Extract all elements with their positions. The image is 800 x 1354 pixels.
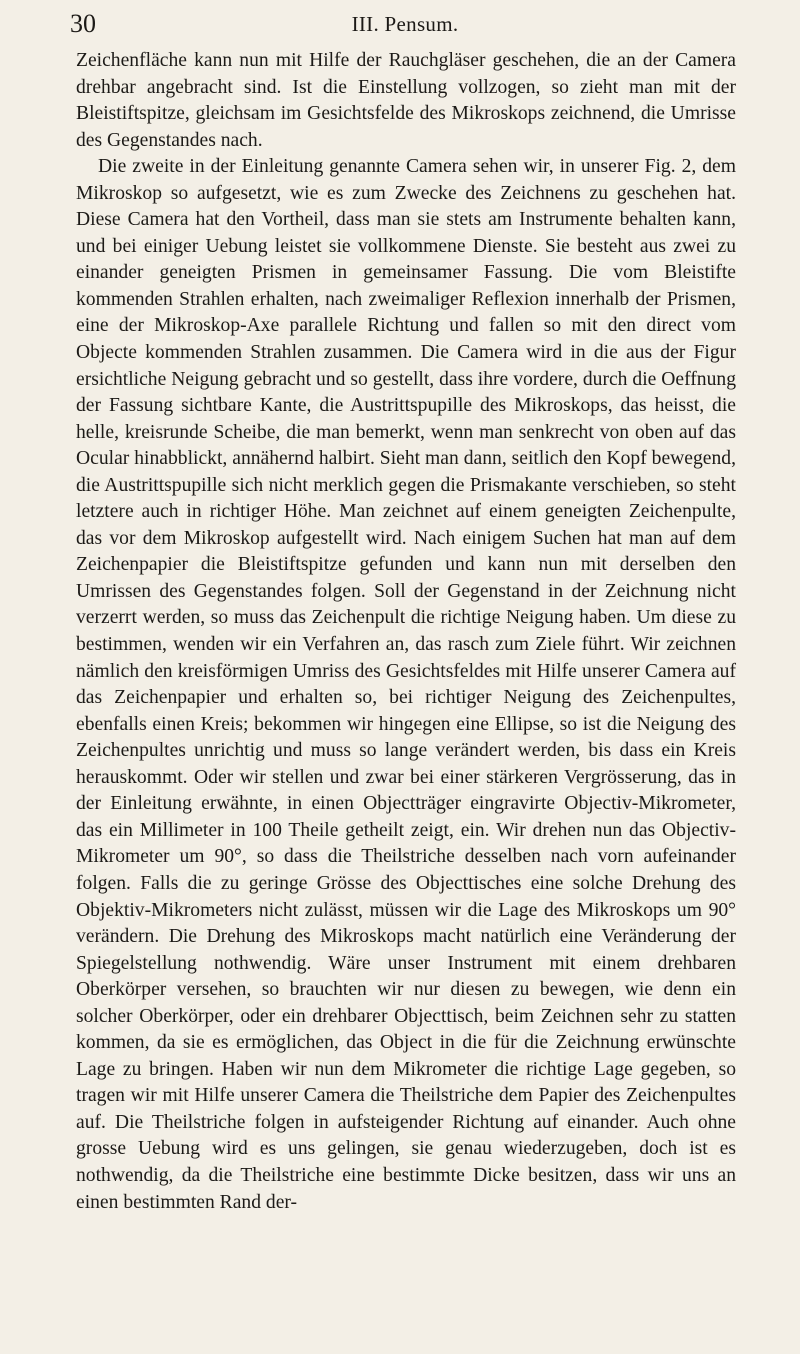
- paragraph-1: Zeichenfläche kann nun mit Hilfe der Rauchgläser geschehen, die an der Camera drehbar angebracht sind. Ist die Einstellung vollzogen, so zieht man mit der Bleistiftspitze, gleichsam im Gesichtsfelde des Mikroskops zeichnend, die Umrisse des Gegenstandes nach.: [76, 50, 736, 151]
- page-header: [70, 6, 740, 42]
- paragraph-2: Die zweite in der Einleitung genannte Camera sehen wir, in unserer Fig. 2, dem Mikroskop so aufgesetzt, wie es zum Zwecke des Zeichnens zu geschehen hat. Diese Camera hat den Vortheil, dass man sie stets am Instrumente behalten kann, und bei einiger Uebung leistet sie vollkommene Dienste. Sie besteht aus zwei zu einander geneigten Prismen in gemeinsamer Fassung. Die vom Bleistifte kommenden Strahlen erhalten, nach zweimaliger Reflexion innerhalb der Prismen, eine der Mikroskop-Axe parallele Richtung und fallen so mit den direct vom Objecte kommenden Strahlen zusammen. Die Camera wird in die aus der Figur ersichtliche Neigung gebracht und so gestellt, dass ihre vordere, durch die Oeffnung der Fassung sichtbare Kante, die Austrittspupille des Mikroskops, das heisst, die helle, kreisrunde Scheibe, die man bemerkt, wenn man senkrecht von oben auf das Ocular hinabblickt, annähernd halbirt. Sieht man dann, seitlich den Kopf bewegend, die Austrittspupille sich nicht merklich gegen die Prismakante verschieben, so steht letztere auch in richtiger Höhe. Man zeichnet auf einem geneigten Zeichenpulte, das vor dem Mikroskop aufgestellt wird. Nach einigem Suchen hat man auf dem Zeichenpapier die Bleistiftspitze gefunden und kann nun mit derselben den Umrissen des Gegenstandes folgen. Soll der Gegenstand in der Zeichnung nicht verzerrt werden, so muss das Zeichenpult die richtige Neigung haben. Um diese zu bestimmen, wenden wir ein Verfahren an, das rasch zum Ziele führt. Wir zeichnen nämlich den kreisförmigen Umriss des Gesichtsfeldes mit Hilfe unserer Camera auf das Zeichenpapier und erhalten so, bei richtiger Neigung des Zeichenpultes, ebenfalls einen Kreis; bekommen wir hingegen eine Ellipse, so ist die Neigung des Zeichenpultes unrichtig und muss so lange verändert werden, bis dass ein Kreis herauskommt. Oder wir stellen und zwar bei einer stärkeren Vergrösserung, das in der Einleitung erwähnte, in einen Objectträger eingravirte Objectiv-Mikrometer, das ein Millimeter in 100 Theile getheilt zeigt, ein. Wir drehen nun das Objectiv-Mikrometer um 90°, so dass die Theilstriche desselben nach vorn aufeinander folgen. Falls die zu geringe Grösse des Objecttisches eine solche Drehung des Objektiv-Mikrometers nicht zulässt, müssen wir die Lage des Mikroskops um 90° verändern. Die Drehung des Mikroskops macht natürlich eine Veränderung der Spiegelstellung nothwendig. Wäre unser Instrument mit einem drehbaren Oberkörper versehen, so brauchten wir nur diesen zu bewegen, wie denn ein solcher Oberkörper, oder ein drehbarer Objecttisch, beim Zeichnen sehr zu statten kommen, da sie es ermöglichen, das Object in die für die Zeichnung erwünschte Lage zu bringen. Haben wir nun dem Mikrometer die richtige Lage gegeben, so tragen wir mit Hilfe unserer Camera die Theilstriche dem Papier des Zeichenpultes auf. Die Theilstriche folgen in aufsteigender Richtung auf einander. Auch ohne grosse Uebung wird es uns gelingen, sie genau wiederzugeben, doch ist es nothwendig, da die Theilstriche eine bestimmte Dicke besitzen, dass wir uns an einen bestimmten Rand der-: [76, 156, 736, 1213]
- body-text: [76, 48, 736, 1216]
- page-number: 30: [70, 9, 96, 38]
- running-head: III. Pensum.: [351, 12, 459, 36]
